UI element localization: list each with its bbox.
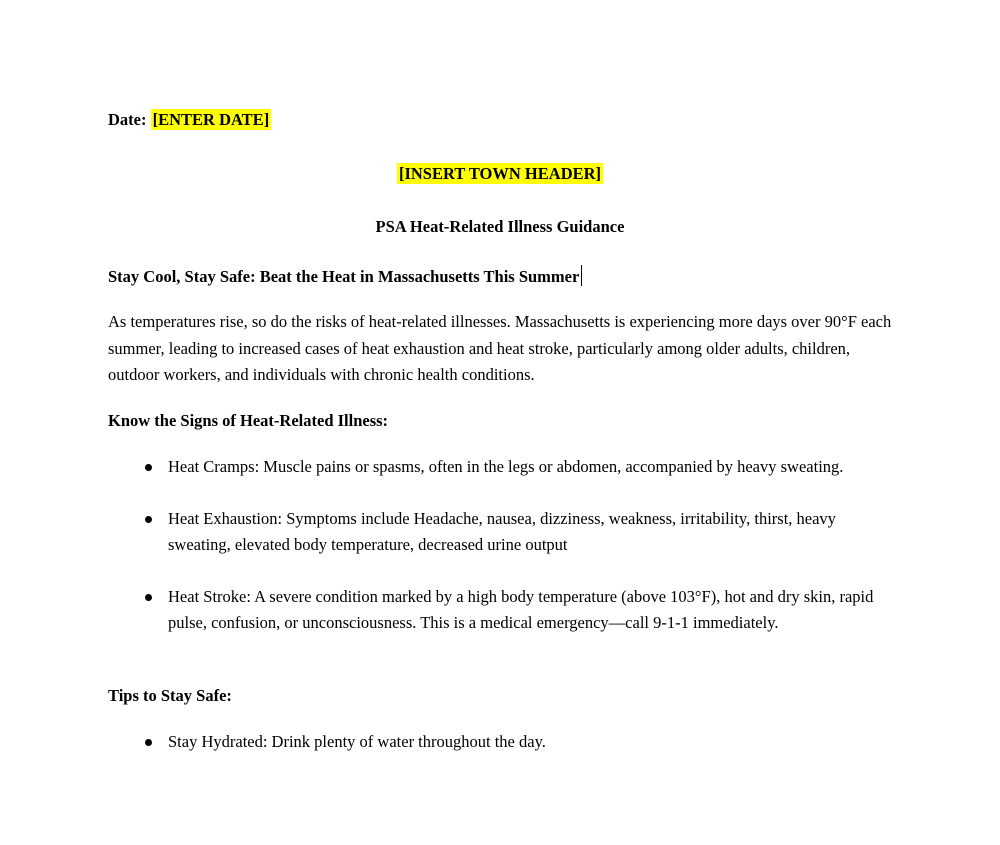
headline-text[interactable]: Stay Cool, Stay Safe: Beat the Heat in Massachusetts This Summer [108,266,580,286]
town-header-line[interactable] [108,161,892,188]
tips-list [108,729,892,756]
list-item[interactable]: Stay Hydrated: Drink plenty of water throughout the day. [108,729,892,756]
list-item[interactable]: Heat Stroke: A severe condition marked by a high body temperature (above 103°F), hot and dry skin, rapid pulse, confusion, or unconsciousness. This is a medical emergency—call 9-1-1 immediately. [108,584,892,637]
date-placeholder-highlight[interactable]: [ENTER DATE] [152,110,270,129]
tips-heading[interactable]: Tips to Stay Safe: [108,685,232,705]
signs-list [108,454,892,637]
list-item[interactable]: Heat Cramps: Muscle pains or spasms, often in the legs or abdomen, accompanied by heavy sweating. [108,454,892,481]
document-title[interactable]: PSA Heat-Related Illness Guidance [375,217,625,236]
date-line[interactable] [108,107,892,134]
list-item[interactable]: Heat Exhaustion: Symptoms include Headache, nausea, dizziness, weakness, irritability, thirst, heavy sweating, elevated body temperature, decreased urine output [108,506,892,559]
text-cursor [581,265,582,286]
town-header-placeholder-highlight[interactable]: [INSERT TOWN HEADER] [398,163,602,183]
signs-heading[interactable]: Know the Signs of Heat-Related Illness: [108,410,389,430]
date-label: Date: [108,110,151,129]
intro-paragraph[interactable]: As temperatures rise, so do the risks of heat-related illnesses. Massachusetts is experiencing more days over 90°F each summer, leading to increased cases of heat exhaustion and heat stroke, particularly among older adults, children, outdoor workers, and individuals with chronic health conditions. [108,312,892,384]
headline[interactable] [108,264,892,291]
